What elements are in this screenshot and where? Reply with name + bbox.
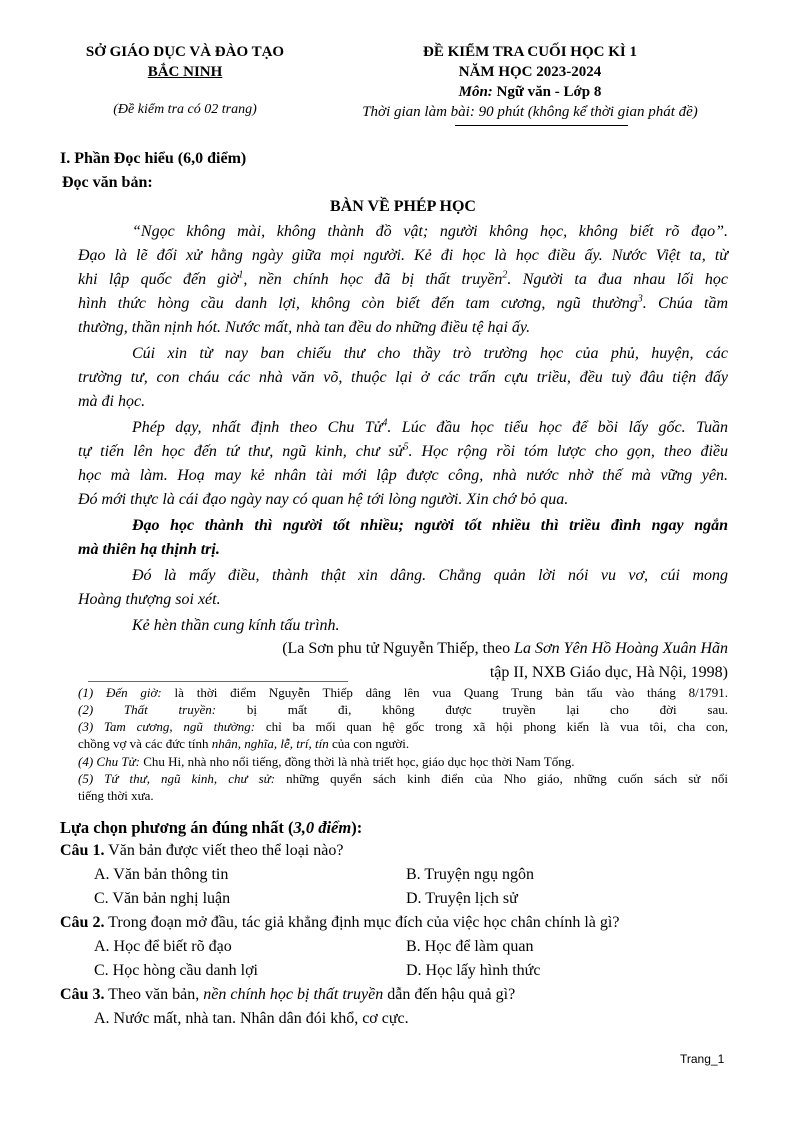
text-line: học mà làm. Hoạ may kẻ nhân tài mới lập được công, nhà nước nhờ thế mà vững yên.	[78, 467, 728, 484]
footnote: chồng vợ và các đức tính nhân, nghĩa, lễ, trí, tín của con người.	[78, 736, 410, 751]
text-line: Đạo học thành thì người tốt nhiều; người tốt nhiều thì triều đình ngay ngắn	[132, 517, 728, 534]
department-name: SỞ GIÁO DỤC VÀ ĐÀO TẠO	[85, 44, 285, 60]
text-line: Kẻ hèn thần cung kính tấu trình.	[132, 617, 340, 634]
text-line: mà thiên hạ thịnh trị.	[78, 541, 220, 558]
text-line: Đạo là lẽ đối xử hằng ngày giữa mọi người. Kẻ đi học là học điều ấy. Nước Việt ta, từ	[78, 247, 728, 264]
footnote-separator	[88, 681, 348, 682]
text-line: Phép dạy, nhất định theo Chu Tử$^4$. Lúc đầu học tiểu học để bồi lấy gốc. Tuần	[132, 417, 729, 436]
q1-option-c[interactable]: C. Văn bản nghị luận	[94, 890, 231, 907]
q2-option-c[interactable]: C. Học hòng cầu danh lợi	[94, 962, 258, 979]
footnote: tiếng thời xưa.	[78, 788, 154, 803]
read-text-label: Đọc văn bản:	[62, 174, 153, 191]
source-citation-2: tập II, NXB Giáo dục, Hà Nội, 1998)	[489, 664, 728, 681]
text-line: trường tư, con cháu các nhà văn võ, thuộc lại ở các trấn cựu triều, đều tuỳ đâu tiện đấy	[78, 369, 728, 386]
q2-option-d[interactable]: D. Học lấy hình thức	[406, 962, 541, 979]
q1-option-d[interactable]: D. Truyện lịch sử	[406, 890, 518, 907]
text-line: Cúi xin từ nay ban chiếu thư cho thầy trò trường học của phủ, huyện, các	[132, 345, 728, 362]
school-year: NĂM HỌC 2023-2024	[458, 64, 602, 80]
exam-header	[0, 44, 794, 128]
question-1: Câu 1. Văn bản được viết theo thể loại nào?	[60, 842, 344, 859]
q2-option-a[interactable]: A. Học để biết rõ đạo	[94, 938, 232, 955]
q1-option-a[interactable]: A. Văn bản thông tin	[94, 866, 229, 883]
text-line: Đó là mấy điều, thành thật xin dâng. Chẳng quản lời nói vu vơ, cúi mong	[132, 567, 728, 584]
text-line: mà đi học.	[78, 393, 146, 410]
footnote: (4) Chu Tử: Chu Hi, nhà nho nổi tiếng, đồng thời là nhà triết học, giáo dục học thời Nam Tống.	[78, 754, 575, 769]
province-name: BẮC NINH	[147, 64, 223, 80]
question-3: Câu 3. Theo văn bản, nền chính học bị thất truyền dẫn đến hậu quả gì?	[60, 986, 516, 1003]
text-line: Đó mới thực là cái đạo ngày nay có quan hệ tới lòng người. Xin chớ bỏ qua.	[78, 491, 569, 508]
question-2: Câu 2. Trong đoạn mở đầu, tác giả khẳng định mục đích của việc học chân chính là gì?	[60, 914, 620, 931]
text-line: tự tiến lên học đến tứ thư, ngũ kinh, chư sử$^5$. Học rộng rồi tóm lược cho gọn, theo điều	[78, 441, 729, 460]
text-line: “Ngọc không mài, không thành đồ vật; người không học, không biết rõ đạo”.	[132, 223, 728, 240]
text-line: thường, thần nịnh hót. Nước mất, nhà tan đều do những điều tệ hại ấy.	[78, 319, 531, 336]
source-citation: (La Sơn phu tử Nguyễn Thiếp, theo La Sơn Yên Hồ Hoàng Xuân Hãn	[282, 640, 728, 657]
text-title: BÀN VỀ PHÉP HỌC	[330, 198, 476, 215]
q3-option-a[interactable]: A. Nước mất, nhà tan. Nhân dân đói khổ, cơ cực.	[94, 1010, 409, 1027]
section-heading: I. Phần Đọc hiểu (6,0 điểm)	[60, 150, 247, 167]
text-line: khi lập quốc đến giờ$^1$, nền chính học đã bị thất truyền$^2$. Người ta đua nhau lối học	[78, 269, 728, 288]
footnote: (5) Tứ thư, ngũ kinh, chư sử: những quyển sách kinh điển của Nho giáo, những cuốn sách sử nổi	[78, 771, 728, 786]
page-number: Trang_1	[680, 1052, 725, 1066]
q1-option-b[interactable]: B. Truyện ngụ ngôn	[406, 866, 535, 883]
text-line: hình thức hòng cầu danh lợi, không còn biết đến tam cương, ngũ thường$^3$. Chúa tầm	[78, 293, 729, 312]
footnote: (2) Thất truyền: bị mất đi, không được truyền lại cho đời sau.	[78, 702, 728, 717]
footnote: (1) Đến giờ: là thời điểm Nguyễn Thiếp dâng lên vua Quang Trung bản tấu vào tháng 8/1791.	[78, 685, 729, 700]
text-line: Hoàng thượng soi xét.	[78, 591, 221, 608]
time-limit: Thời gian làm bài: 90 phút (không kể thời gian phát đề)	[362, 104, 698, 120]
footnote: (3) Tam cương, ngũ thường: chỉ ba mối quan hệ gốc trong xã hội phong kiến là vua tôi, cha con,	[78, 719, 729, 734]
page-count-note: (Đề kiểm tra có 02 trang)	[113, 102, 257, 117]
header-underline	[455, 125, 628, 126]
exam-title: ĐỀ KIỂM TRA CUỐI HỌC KÌ 1	[423, 44, 637, 60]
q2-option-b[interactable]: B. Học để làm quan	[406, 938, 534, 955]
mcq-heading: Lựa chọn phương án đúng nhất (3,0 điểm):	[60, 818, 363, 837]
subject-line: Môn: Ngữ văn - Lớp 8	[458, 84, 602, 100]
